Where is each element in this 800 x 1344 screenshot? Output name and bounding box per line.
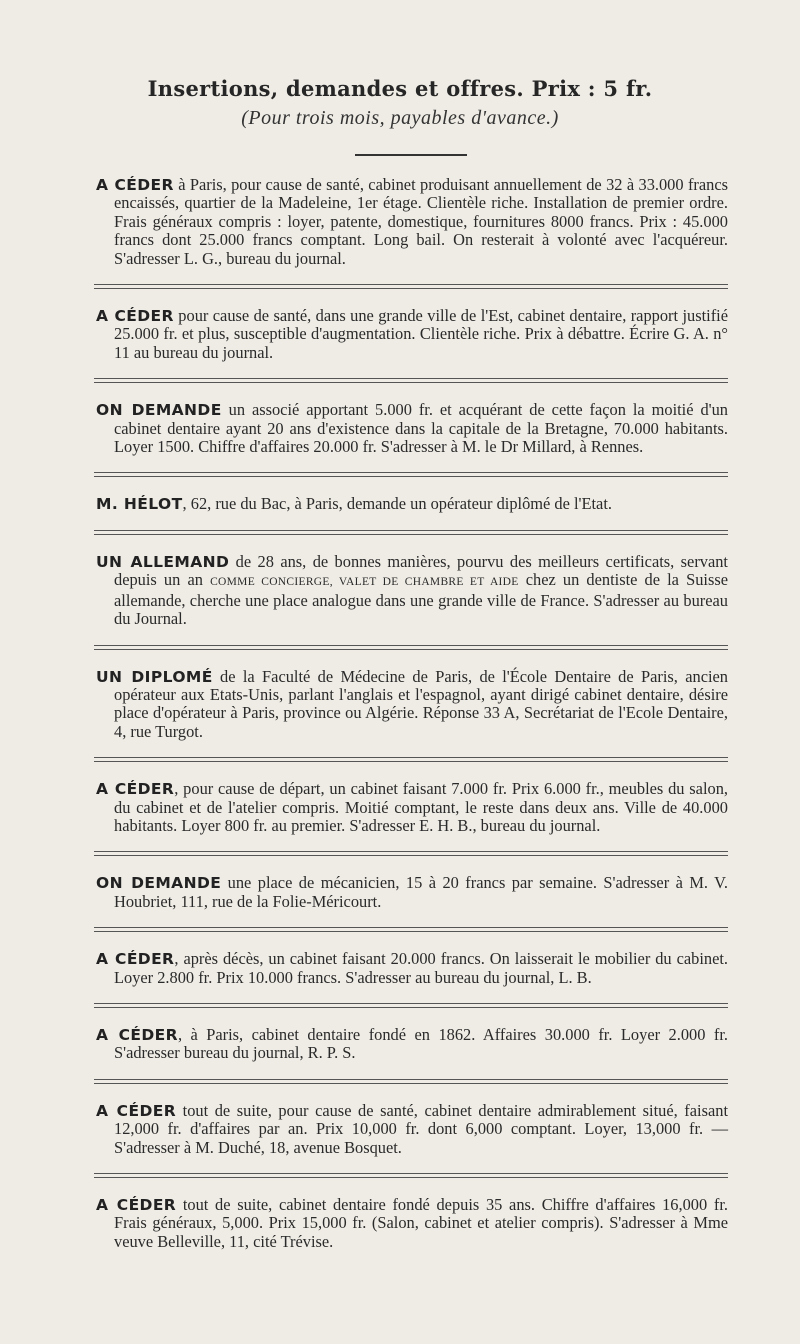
- entry-lead: ON DEMANDE: [96, 401, 222, 420]
- page-subtitle: (Pour trois mois, payables d'avance.): [241, 107, 559, 129]
- separator-rule: [94, 378, 728, 383]
- classified-entry: [96, 495, 728, 513]
- entry-text: , à Paris, cabinet dentaire fondé en 1862. Affaires 30.000 fr. Loyer 2.000 fr. S'adresser bureau du journal, R. P. S.: [114, 1024, 728, 1063]
- classified-entry: [96, 553, 728, 629]
- title-rule: [355, 154, 467, 156]
- separator-rule: [94, 757, 728, 762]
- entry-text: pour cause de santé, dans une grande ville de l'Est, cabinet dentaire, rapport justifié 25.000 fr. et plus, susceptible d'augmentation. Clientèle riche. Prix à débattre. Écrire G. A. n° 11 au bureau du journal.: [114, 306, 728, 362]
- entry-text: chez un dentiste de la Suisse allemande, cherche une place analogue dans une grande ville de France. S'adresser au bureau du Journal.: [114, 570, 728, 629]
- entry-text: un associé apportant 5.000 fr. et acquérant de cette façon la moitié d'un cabinet dentaire ayant 20 ans d'existence dans la capitale de la Bretagne, 70.000 habitants. Loyer 1500. Chiffre d'affaires 20.000 fr. S'adresser à M. le Dr Millard, à Rennes.: [114, 400, 728, 457]
- entry-text: à Paris, pour cause de santé, cabinet produisant annuellement de 32 à 33.000 francs encaissés, quartier de la Madeleine, 1er étage. Clientèle riche. Installation de premier ordre. Frais généraux compris : loyer, patente, domestique, fournitures 8000 francs. Prix : 45.000 francs dont 25.000 francs comptant. Long bail. On resterait à volonté avec l'acquéreur. S'adresser L. G., bureau du journal.: [114, 175, 728, 268]
- classified-entry: [96, 874, 728, 911]
- separator-rule: [94, 472, 728, 477]
- classified-entry: [96, 950, 728, 987]
- entry-text: de 28 ans, de bonnes manières, pourvu des meilleurs certificats, servant depuis un an: [114, 551, 728, 590]
- classified-entry: [96, 401, 728, 456]
- entry-smallcaps: COMME CONCIERGE, VALET DE CHAMBRE ET AIDE: [210, 576, 519, 589]
- classified-list: [96, 176, 728, 1251]
- separator-rule: [94, 530, 728, 535]
- entry-text: , 62, rue du Bac, à Paris, demande un opérateur diplômé de l'Etat.: [182, 494, 612, 514]
- entry-lead: A CÉDER: [96, 780, 175, 799]
- entry-text: de la Faculté de Médecine de Paris, de l'École Dentaire de Paris, ancien opérateur aux Etats-Unis, parlant l'anglais et l'espagnol, ayant dirigé cabinet dentaire, désire place d'opérateur à Paris, province ou Algérie. Réponse 33 A, Secrétariat de l'Ecole Dentaire, 4, rue Turgot.: [114, 666, 728, 741]
- entry-lead: A CÉDER: [96, 176, 174, 194]
- separator-rule: [94, 927, 728, 932]
- entry-lead: ON DEMANDE: [96, 874, 222, 893]
- entry-text: , après décès, un cabinet faisant 20.000 francs. On laisserait le mobilier du cabinet. Loyer 2.800 fr. Prix 10.000 francs. S'adresser au bureau du journal, L. B.: [114, 949, 729, 987]
- entry-text: une place de mécanicien, 15 à 20 francs par semaine. S'adresser à M. V. Houbriet, 111, rue de la Folie-Méricourt.: [114, 873, 728, 911]
- page-header: [0, 76, 800, 130]
- entry-text: tout de suite, cabinet dentaire fondé depuis 35 ans. Chiffre d'affaires 16,000 fr. Frais généraux, 5,000. Prix 15,000 fr. (Salon, cabinet et atelier compris). S'adresser à Mme veuve Belleville, 11, cité Trévise.: [114, 1195, 728, 1251]
- entry-text: tout de suite, pour cause de santé, cabinet dentaire admirablement situé, faisant 12,000 fr. d'affaires par an. Prix 10,000 fr. dont 6,000 comptant. Loyer, 13,000 fr. — S'adresser à M. Duché, 18, avenue Bosquet.: [114, 1100, 728, 1157]
- classified-entry: [96, 1102, 728, 1157]
- entry-lead: A CÉDER: [96, 1196, 177, 1214]
- separator-rule: [94, 1079, 728, 1084]
- page-title: Insertions, demandes et offres. Prix : 5 fr.: [147, 76, 653, 101]
- classified-entry: [96, 176, 728, 268]
- entry-lead: A CÉDER: [96, 1025, 178, 1044]
- entry-lead: A CÉDER: [96, 1101, 177, 1120]
- classified-entry: [96, 780, 728, 835]
- entry-lead: A CÉDER: [96, 950, 175, 969]
- classified-entry: [96, 1196, 728, 1251]
- entry-lead: A CÉDER: [96, 307, 174, 326]
- separator-rule: [94, 1173, 728, 1178]
- classified-entry: [96, 1026, 728, 1063]
- separator-rule: [94, 645, 728, 650]
- separator-rule: [94, 851, 728, 856]
- entry-lead: UN DIPLOMÉ: [96, 667, 213, 686]
- entry-lead: UN ALLEMAND: [96, 552, 230, 571]
- classified-entry: [96, 668, 728, 742]
- separator-rule: [94, 284, 728, 289]
- entry-lead: M. HÉLOT: [96, 495, 183, 514]
- classified-entry: [96, 307, 728, 362]
- separator-rule: [94, 1003, 728, 1008]
- entry-text: , pour cause de départ, un cabinet faisant 7.000 fr. Prix 6.000 fr., meubles du salon, du cabinet et de l'atelier compris. Moitié comptant, le reste dans deux ans. Ville de 40.000 habitants. Loyer 800 fr. au premier. S'adresser E. H. B., bureau du journal.: [114, 779, 728, 835]
